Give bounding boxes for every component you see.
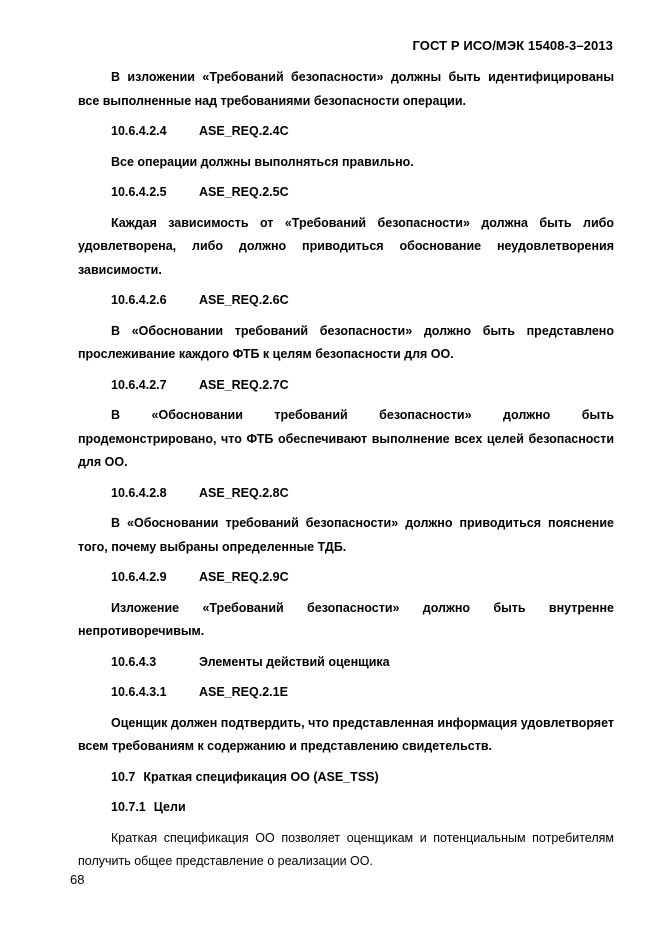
clause-number: 10.6.4.2.9	[111, 570, 167, 584]
clause-heading	[78, 374, 614, 398]
clause-title: ASE_REQ.2.4C	[199, 124, 289, 138]
clause-heading	[78, 181, 614, 205]
section-title: Краткая спецификация ОО (ASE_TSS)	[143, 769, 379, 784]
paragraph: Все операции должны выполняться правильно.	[111, 154, 414, 169]
paragraph: Оценщик должен подтвердить, что представленная информация удовлетворяет всем требованиям к содержанию и представлению свидетельств.	[78, 715, 614, 753]
clause-number: 10.6.4.2.8	[111, 485, 167, 500]
section-heading	[78, 766, 614, 790]
section-number: 10.7.1	[111, 800, 146, 814]
paragraph: В «Обосновании требований безопасности» должно быть представлено прослеживание каждого ФТБ к целям безопасности для ОО.	[78, 323, 614, 361]
clause-title: ASE_REQ.2.9C	[199, 570, 289, 584]
clause-number: 10.6.4.2.7	[111, 377, 167, 392]
clause-heading	[78, 681, 614, 705]
section-number: 10.7	[111, 769, 136, 784]
clause-number: 10.6.4.2.5	[111, 185, 167, 199]
clause-title: ASE_REQ.2.5C	[199, 185, 289, 199]
section-title: Цели	[153, 800, 186, 814]
clause-number: 10.6.4.2.4	[111, 124, 167, 138]
paragraph: Каждая зависимость от «Требований безопасности» должна быть либо удовлетворена, либо должно приводиться обоснование неудовлетворения зависимости.	[78, 215, 614, 277]
clause-title: ASE_REQ.2.7C	[199, 377, 289, 392]
document-body	[78, 66, 614, 874]
clause-heading	[78, 651, 614, 675]
clause-title: ASE_REQ.2.1E	[199, 685, 288, 699]
clause-number: 10.6.4.2.6	[111, 293, 167, 307]
document-header: ГОСТ Р ИСО/МЭК 15408-3–2013	[412, 38, 613, 53]
clause-title: Элементы действий оценщика	[199, 654, 390, 669]
clause-title: ASE_REQ.2.6C	[199, 293, 289, 307]
paragraph: Краткая спецификация ОО позволяет оценщикам и потенциальным потребителям получить общее представление о реализации ОО.	[78, 830, 614, 868]
clause-heading	[78, 482, 614, 506]
paragraph: В «Обосновании требований безопасности» должно приводиться пояснение того, почему выбраны определенные ТДБ.	[78, 516, 614, 554]
paragraph: В «Обосновании требований безопасности» должно быть продемонстрировано, что ФТБ обеспечивают выполнение всех целей безопасности для ОО.	[78, 408, 614, 469]
paragraph: В изложении «Требований безопасности» должны быть идентифицированы все выполненные над требованиями безопасности операции.	[78, 70, 614, 108]
section-heading	[78, 796, 614, 820]
page-number: 68	[70, 872, 85, 887]
paragraph: Изложение «Требований безопасности» должно быть внутренне непротиворечивым.	[78, 600, 614, 638]
clause-heading	[78, 289, 614, 313]
clause-heading	[78, 566, 614, 590]
clause-heading	[78, 120, 614, 144]
clause-number: 10.6.4.3	[111, 654, 157, 669]
clause-title: ASE_REQ.2.8C	[199, 485, 289, 500]
clause-number: 10.6.4.3.1	[111, 685, 167, 699]
